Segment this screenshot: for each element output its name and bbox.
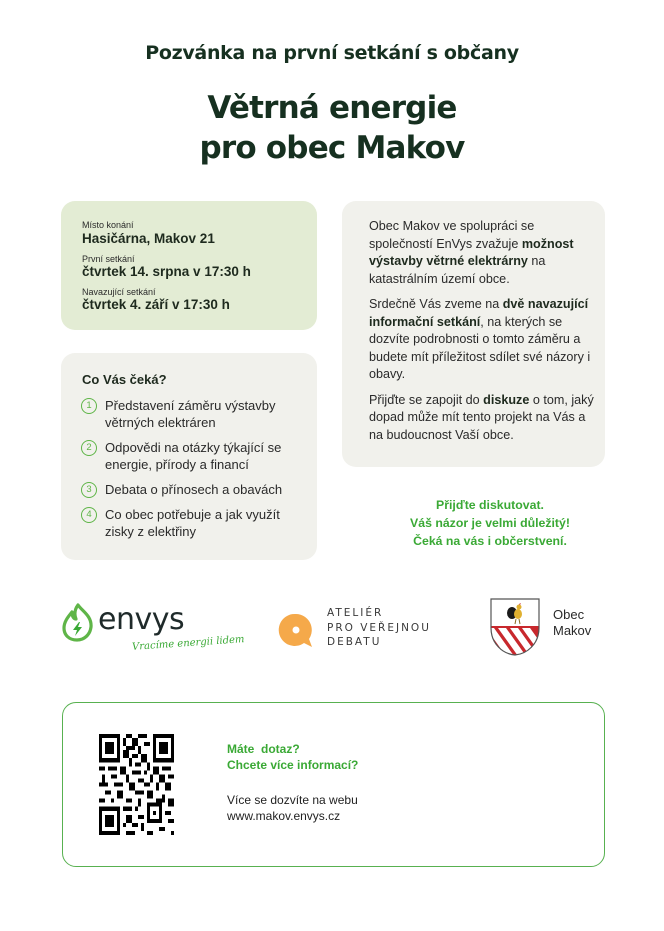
first-meeting-label: První setkání: [82, 254, 135, 264]
title-line-2: pro obec Makov: [199, 130, 465, 166]
agenda-item-text: Debata o přínosech a obavách: [105, 482, 283, 497]
qr-code-icon[interactable]: [99, 734, 174, 835]
agenda-item-text: Představení záměru výstavby větrných elektráren: [105, 398, 276, 430]
agenda-title: Co Vás čeká?: [82, 372, 167, 387]
first-meeting-value: čtvrtek 14. srpna v 17:30 h: [82, 264, 251, 279]
agenda-item-text: Co obec potřebuje a jak využít zisky z elektřiny: [105, 507, 280, 539]
venue-value: Hasičárna, Makov 21: [82, 231, 215, 246]
envys-logo: [60, 600, 245, 665]
agenda-item: [81, 397, 306, 431]
event-info-card: [61, 201, 317, 330]
speech-bubble-icon: [278, 612, 316, 648]
envys-tagline: Vracíme energii lidem: [131, 634, 245, 653]
contact-info-line: Více se dozvíte na webu: [227, 793, 358, 807]
flame-bolt-icon: [60, 602, 96, 642]
website-link[interactable]: www.makov.envys.cz: [227, 809, 341, 823]
highlight-discussion: diskuze: [483, 392, 530, 407]
page-title: [0, 88, 664, 168]
call-to-action: [380, 496, 600, 550]
description-paragraph-1: Obec Makov ve spolupráci se společností EnVys zvažuje možnost výstavby větrné elektrárny na katastrálním území obce.: [369, 219, 574, 286]
title-line-1: Větrná energie: [207, 90, 457, 126]
agenda-item: [81, 439, 306, 473]
followup-meeting-value: čtvrtek 4. září v 17:30 h: [82, 297, 230, 312]
contact-info: [227, 792, 358, 824]
number-circle-icon: 4: [81, 507, 97, 523]
agenda-card: [61, 353, 317, 560]
cta-line-1: Přijďte diskutovat.: [436, 498, 544, 512]
agenda-item-text: Odpovědi na otázky týkající se energie, přírody a financí: [105, 440, 282, 472]
coat-of-arms-rooster-icon: [490, 598, 540, 656]
highlight-possibility: možnost výstavby větrné elektrárny: [369, 236, 574, 268]
contact-questions: [227, 741, 358, 773]
contact-question-1: Máte dotaz?: [227, 742, 300, 756]
apd-logo: [278, 606, 448, 656]
cta-line-2: Váš názor je velmi důležitý!: [410, 516, 570, 530]
highlight-meetings: dvě navazující informační setkání: [369, 297, 589, 329]
description-paragraph-2: Srdečně Vás zveme na dvě navazující informační setkání, na kterých se dozvíte podrobnosti o tomto záměru a budete mít příležitost sdílet své názory i obavy.: [369, 297, 591, 381]
makov-wordmark: Obec Makov: [553, 607, 592, 638]
number-circle-icon: 1: [81, 398, 97, 414]
cta-line-3: Čeká na vás i občerstvení.: [413, 534, 567, 548]
number-circle-icon: 3: [81, 482, 97, 498]
venue-label: Místo konání: [82, 220, 134, 230]
envys-wordmark: envys: [98, 602, 185, 637]
makov-logo: [490, 598, 610, 658]
apd-wordmark: ATELIÉR PRO VEŘEJNOU DEBATU: [327, 607, 431, 648]
number-circle-icon: 2: [81, 440, 97, 456]
agenda-item: [81, 481, 306, 498]
invitation-kicker: Pozvánka na první setkání s občany: [145, 42, 519, 64]
followup-meeting-label: Navazující setkání: [82, 287, 156, 297]
description-paragraph-3: Přijďte se zapojit do diskuze o tom, jaký dopad může mít tento projekt na Vás a na budoucnost Vaší obce.: [369, 392, 594, 442]
contact-question-2: Chcete více informací?: [227, 758, 359, 772]
agenda-list: [81, 397, 306, 548]
agenda-item: [81, 506, 306, 540]
description-card: [342, 201, 605, 467]
contact-card: [62, 702, 605, 867]
